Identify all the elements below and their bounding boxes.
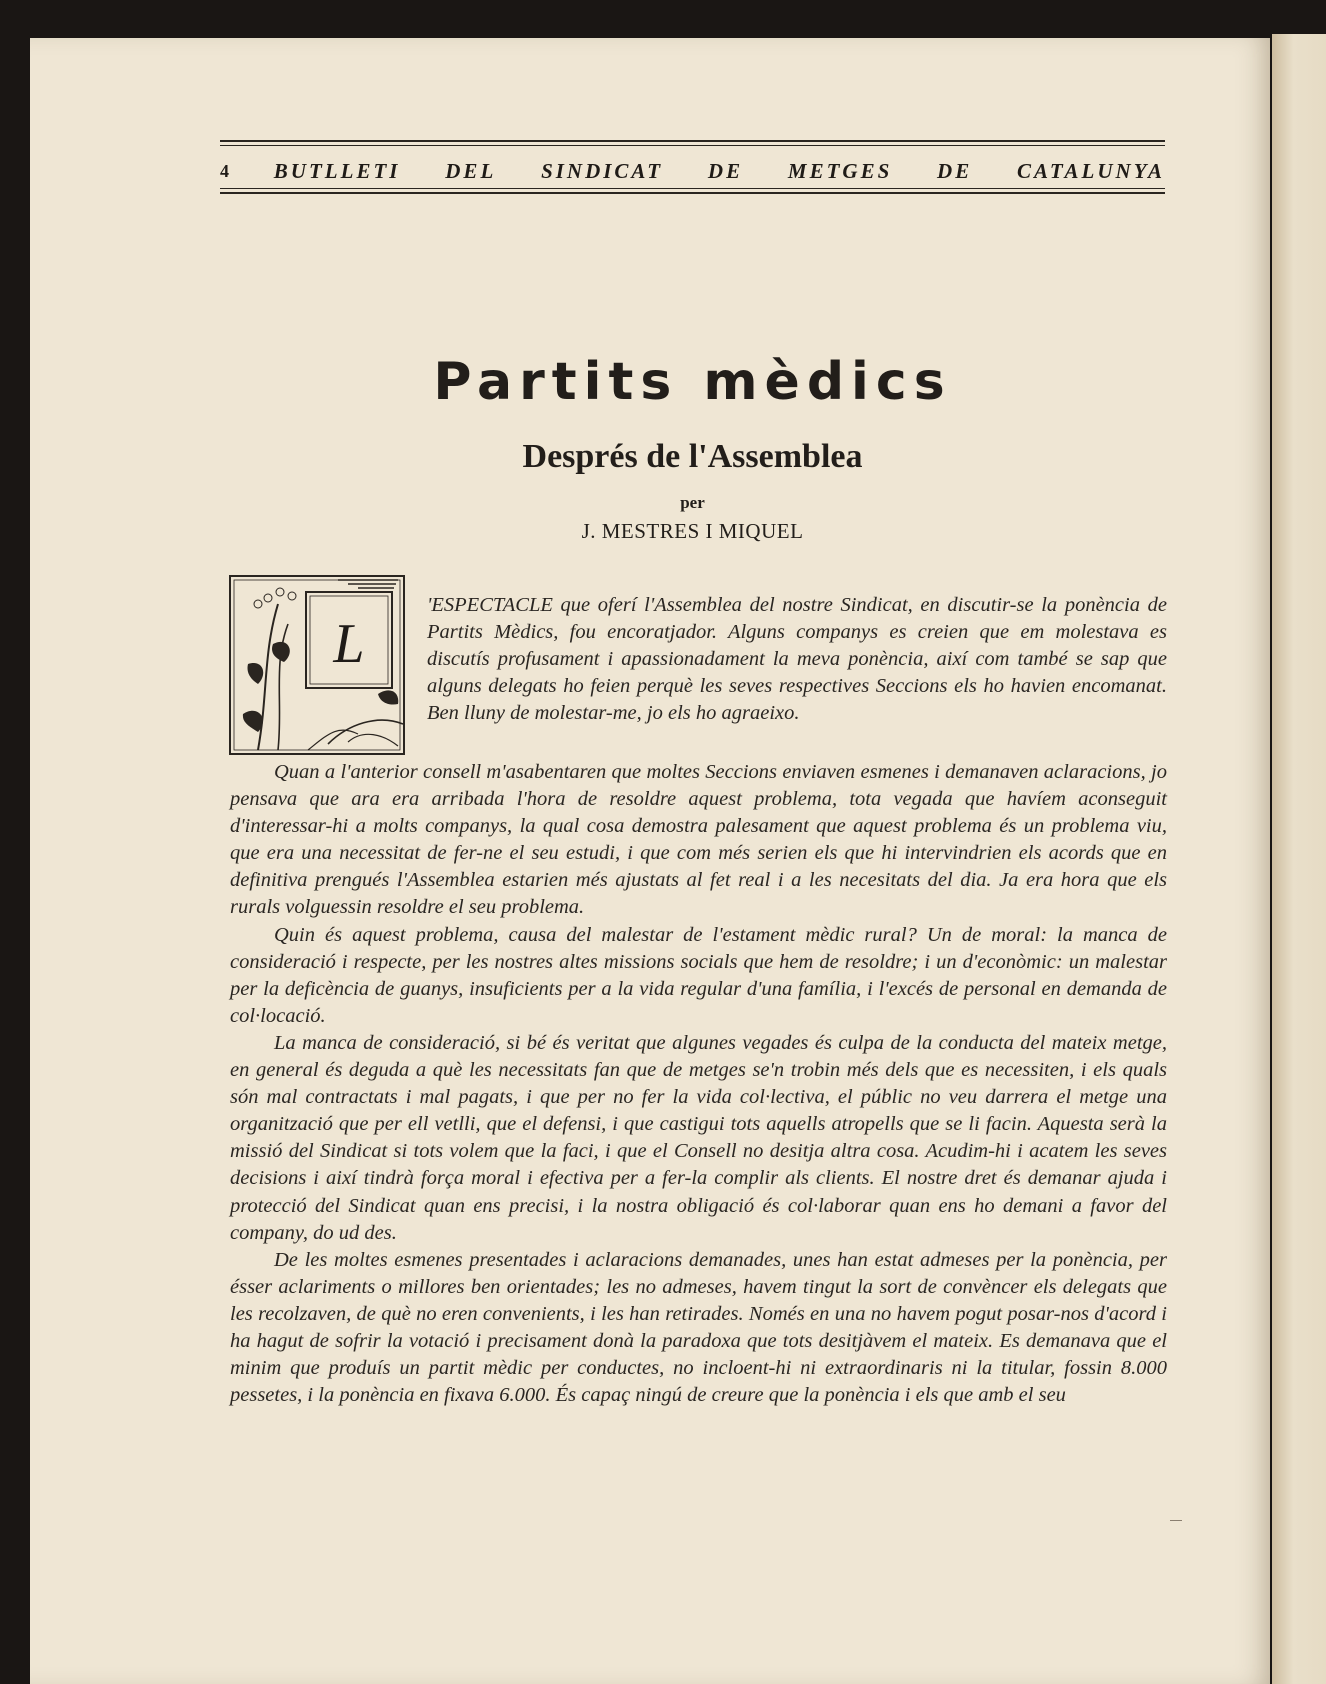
header-rule-top <box>220 140 1165 142</box>
header-rule-bottom <box>220 192 1165 194</box>
header-rule-bottom-thin <box>220 188 1165 189</box>
body-paragraph: Quin és aquest problema, causa del malestar de l'estament mèdic rural? Un de moral: la manca de consideració i respecte, per les nostres altes missions socials que hem de resoldre; i un d'econòmic: un malestar per la deficència de guanys, insuficients per a la vida regular d'una família, i l'excés de personal en demanda de col·locació. <box>230 923 1167 1027</box>
byline-prefix: per <box>680 493 705 512</box>
drop-cap-letter: L <box>333 613 365 675</box>
body-paragraph: La manca de consideració, si bé és veritat que algunes vegades és culpa de la conducta del mateix metge, en general és deguda a què les necessitats fan que de metges se'n trobin més dels que es necessiten, i els quals són mal contractats i mal pagats, i que per no fer la vida col·lectiva, el públic no veu darrera el metge una organització que per ell vetlli, que el defensi, i que castigui tots aquells atropells que se li facin. Aquesta serà la missió del Sindicat si tots volem que la faci, i que el Consell no desitja altra cosa. Acudim-hi i acatem les seves decisions i així tindrà força moral i efectiva per a fer-la complir als clients. El nostre dret és demanar ajuda i protecció del Sindicat quan ens precisi, i la nostra obligació és col·laborar quan ens ho demani a favor del company, do ud des. <box>230 1031 1167 1244</box>
header-word: DEL <box>445 158 497 183</box>
header-word: BUTLLETI <box>273 158 401 183</box>
header-word: DE <box>707 158 744 183</box>
next-page-edge <box>1272 34 1326 1684</box>
article-title: Partits mèdics <box>433 352 952 412</box>
header-rule-top-thin <box>220 145 1165 146</box>
body-paragraph: De les moltes esmenes presentades i aclaracions demanades, unes han estat admeses per la ponència, per ésser aclariments o millores ben orientades; les no admeses, havem tingut la sort de convèncer els delegats que les recolzaven, de què no eren convenients, i les han retirades. Només en una no havem pogut posar-nos d'acord i ha hagut de sofrir la votació i precisament donà la paradoxa que tots desitjàvem el mateix. Es demanava que el minim que produís un partit mèdic per conductes, no incloent-hi ni extraordinaris ni la titular, fossin 8.000 pessetes, i la ponència en fixava 6.000. És capaç ningú de creure que la ponència i els que amb el seu <box>230 1248 1167 1407</box>
body-paragraph: Quan a l'anterior consell m'asabentaren que moltes Seccions enviaven esmenes i demanaven aclaracions, jo pensava que ara era arribada l'hora de resoldre aquest problema, tota vegada que havíem aconseguit d'interessar-hi a molts companys, la qual cosa demostra palesament que aquest problema és un problema viu, que era una necessitat de fer-ne el seu estudi, i que com més serien els que hi intervindrien els acords que en definitiva prengués l'Assemblea estarien més ajustats al fet real i a les necesitats del dia. Ja era hora que els rurals volguessin resoldre el seu problema. <box>230 761 1167 919</box>
author-name: J. MESTRES I MIQUEL <box>581 519 804 543</box>
intro-paragraph: 'ESPECTACLE que oferí l'Assemblea del nostre Sindicat, en discutir-se la ponència de Partits Mèdics, fou encoratjador. Alguns companys es creien que em molestava es discutís profusament i apassionadament la meva ponència, així com també se sap que alguns delegats ho feien perquè les seves respectives Seccions els ho havien encomanat. Ben lluny de molestar-me, jo els ho agraeixo. <box>427 594 1167 724</box>
article-body <box>230 759 1167 1409</box>
page-number: 4 <box>220 160 229 181</box>
header-word: METGES <box>787 158 893 183</box>
article-subtitle: Després de l'Assemblea <box>522 438 863 475</box>
header-word: DE <box>937 158 973 183</box>
header-word: CATALUNYA <box>1017 158 1165 183</box>
floral-ornament-icon <box>228 574 410 758</box>
margin-mark <box>1170 1520 1182 1521</box>
running-header <box>220 140 1165 198</box>
header-text <box>220 158 1165 184</box>
ornamental-initial <box>228 574 410 758</box>
header-word: SINDICAT <box>541 158 664 183</box>
